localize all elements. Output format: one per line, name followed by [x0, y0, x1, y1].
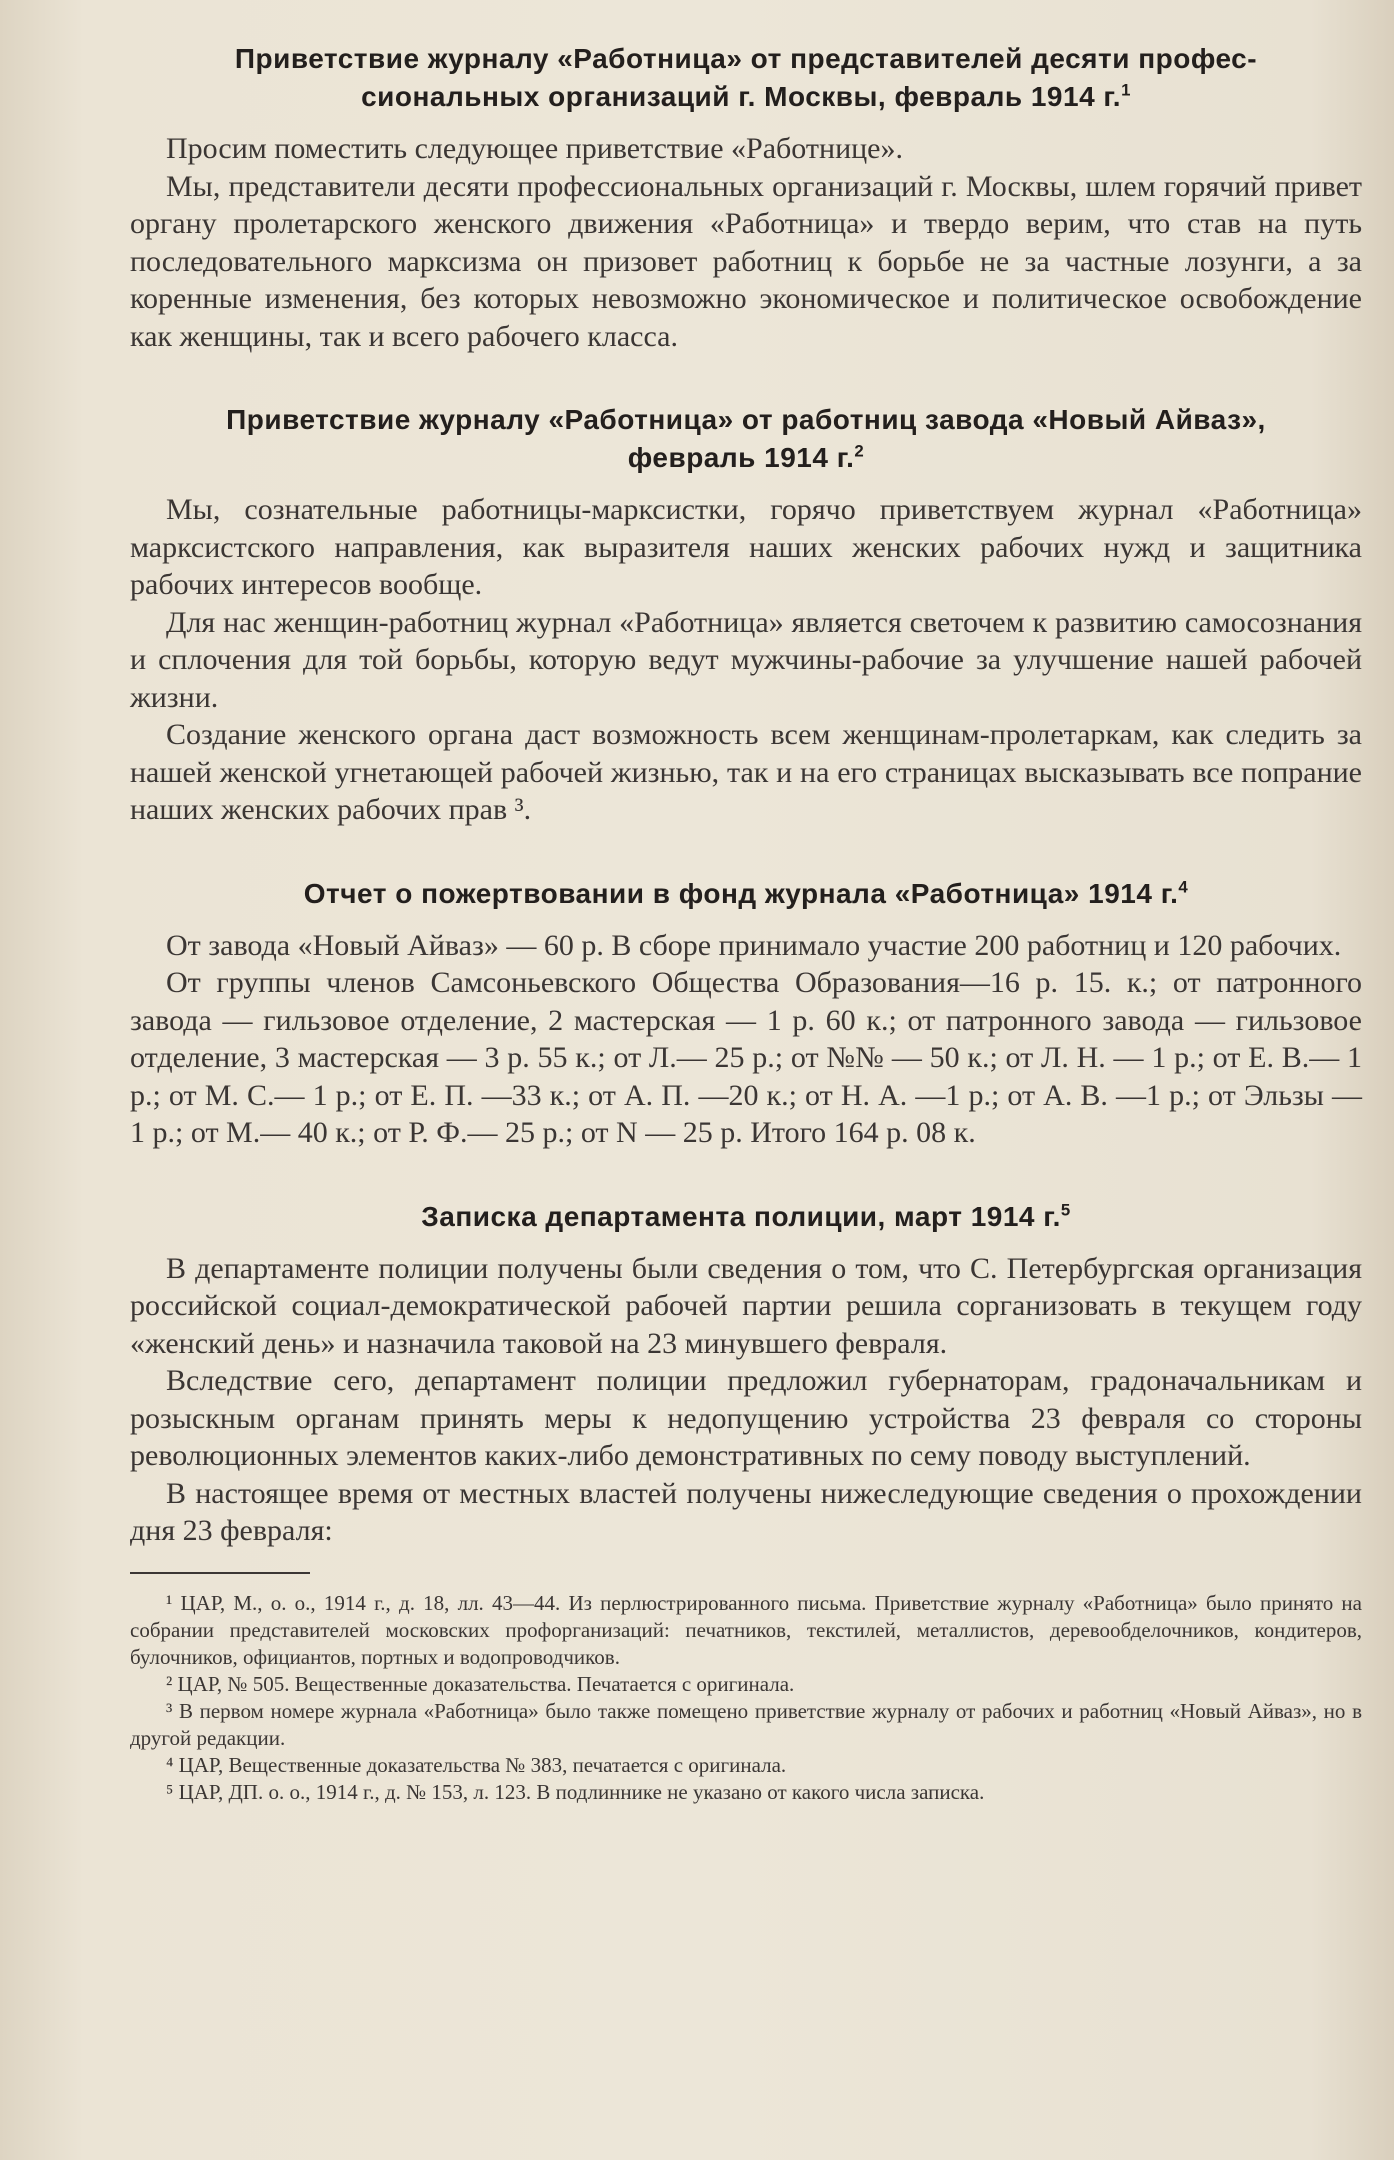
- footnote: ⁵ ЦАР, ДП. о. о., 1914 г., д. № 153, л. 123. В подлиннике не указано от какого числа записка.: [166, 1779, 985, 1804]
- section-title-line: февраль 1914 г.$^2$: [627, 441, 865, 473]
- footnotes: [130, 1590, 1362, 1806]
- footnote-ref: 1: [1121, 80, 1131, 100]
- section-greeting-aivaz: [130, 401, 1362, 829]
- paragraph: Вследствие сего, департамент полиции предложил губернаторам, градоначальникам и розыскным органам принять меры к недопущению устройства 23 февраля со стороны революционных элементов каких-либо демонстративных по сему поводу выступлений.: [130, 1364, 1362, 1472]
- section-title-line: Отчет о пожертвовании в фонд журнала «Работница» 1914 г.$^4$: [303, 877, 1189, 909]
- section-title: [130, 1198, 1362, 1236]
- section-title: [130, 401, 1362, 477]
- section-title: [130, 875, 1362, 913]
- footnote: ² ЦАР, № 505. Вещественные доказательства. Печатается с оригинала.: [166, 1671, 795, 1696]
- section-title-line: Приветствие журналу «Работница» от работниц завода «Новый Айваз»,: [226, 404, 1266, 435]
- footnote: ³ В первом номере журнала «Работница» было также помещено приветствие журналу от рабочих и работниц «Новый Айваз», но в другой редакции.: [130, 1698, 1362, 1750]
- footnote: ⁴ ЦАР, Вещественные доказательства № 383, печатается с оригинала.: [166, 1752, 787, 1777]
- footnote-ref: 4: [1178, 877, 1189, 897]
- paragraph: Просим поместить следующее приветствие «Работнице».: [166, 132, 903, 165]
- paragraph: Мы, сознательные работницы-марксистки, горячо приветствуем журнал «Работница» марксистского направления, как выразителя наших женских рабочих нужд и защитника рабочих интересов вообще.: [130, 493, 1362, 601]
- paragraph: От группы членов Самсоньевского Общества Образования—16 р. 15. к.; от патронного завода — гильзовое отделение, 2 мастерская — 1 р. 60 к.; от патронного завода — гильзовое отделение, 3 мастерская — 3 р. 55 к.; от Л.— 25 р.; от №№ — 50 к.; от Л. Н. — 1 р.; от Е. В.— 1 р.; от М. С.— 1 р.; от Е. П. —33 к.; от А. П. —20 к.; от Н. А. —1 р.; от А. В. —1 р.; от Эльзы — 1 р.; от М.— 40 к.; от Р. Ф.— 25 р.; от N — 25 р. Итого 164 р. 08 к.: [130, 966, 1362, 1149]
- paragraph: Мы, представители десяти профессиональных организаций г. Москвы, шлем горячий привет органу пролетарского женского движения «Работница» и твердо верим, что став на путь последовательного марксизма он призовет работниц к борьбе не за частные лозунги, а за коренные изменения, без которых невозможно экономическое и политическое освобождение как женщины, так и всего рабочего класса.: [130, 169, 1362, 353]
- footnote-ref: 2: [854, 441, 865, 461]
- paragraph: В настоящее время от местных властей получены нижеследующие сведения о прохождении дня 23 февраля:: [130, 1476, 1362, 1547]
- paragraph: Создание женского органа даст возможность всем женщинам-пролетаркам, как следить за нашей женской угнетающей рабочей жизнью, так и на его страницах высказывать все попрание наших женских рабочих прав ³.: [130, 718, 1362, 826]
- section-title-line: Приветствие журналу «Работница» от представителей десяти профес-: [234, 43, 1258, 74]
- footnote: ¹ ЦАР, М., о. о., 1914 г., д. 18, лл. 43—44. Из перлюстрированного письма. Приветствие журналу «Работница» было принято на собрании представителей московских профорганизаций: печатников, текстилей, металлистов, деревообделочников, кондитеров, булочников, официантов, портных и водопроводчиков.: [130, 1590, 1362, 1669]
- section-donation-report: [130, 875, 1362, 1152]
- page-content: [130, 40, 1362, 1806]
- section-title: [130, 40, 1362, 116]
- footnote-ref: 5: [1060, 1200, 1071, 1220]
- section-greeting-moscow: [130, 40, 1362, 355]
- paragraph: В департаменте полиции получены были сведения о том, что С. Петербургская организация российской социал-демократической рабочей партии решила сорганизовать в текущем году «женский день» и назначила таковой на 23 минувшего февраля.: [130, 1251, 1362, 1360]
- section-title-line: сиональных организаций г. Москвы, февраль 1914 г.$^1$: [361, 80, 1131, 112]
- section-title-line: Записка департамента полиции, март 1914 г.$^5$: [421, 1200, 1071, 1232]
- paragraph: От завода «Новый Айваз» — 60 р. В сборе принимало участие 200 работниц и 120 рабочих.: [166, 928, 1342, 962]
- paragraph: Для нас женщин-работниц журнал «Работница» является светочем к развитию самосознания и сплочения для той борьбы, которую ведут мужчины-рабочие за улучшение нашей рабочей жизни.: [130, 605, 1362, 714]
- section-police-note: [130, 1198, 1362, 1550]
- footnote-separator: [130, 1572, 310, 1574]
